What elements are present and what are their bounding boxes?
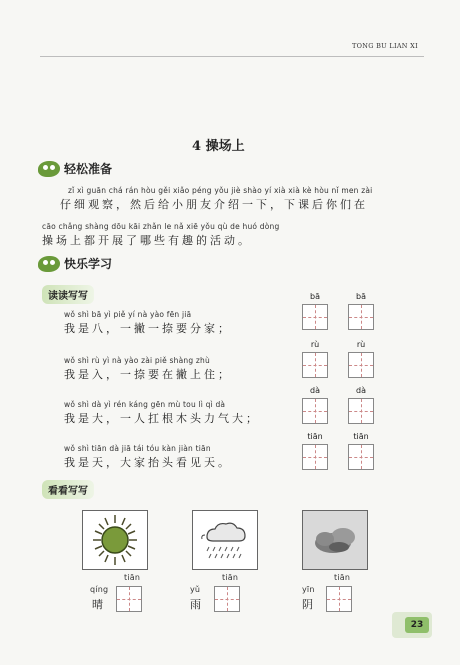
writing-box[interactable] [116, 586, 142, 612]
series-header: TONG BU LIAN XI [352, 42, 418, 50]
prep-pinyin-2: cāo chǎng shàng dōu kāi zhǎn le nǎ xiē yǒu qù de huó dòng [42, 222, 280, 231]
read-write-heading: 读读写写 [42, 285, 94, 304]
box-pinyin: rù [356, 340, 366, 349]
box-pinyin: rù [310, 340, 320, 349]
weather-char: 晴 [92, 598, 103, 611]
prep-hanzi-1: 仔细观察，然后给小朋友介绍一下，下课后你们在 [60, 198, 368, 211]
char-pinyin: qíng [90, 585, 109, 594]
prep-pinyin-1: zǐ xì guān chá rán hòu gěi xiǎo péng yǒu jiè shào yí xià xià kè hòu nǐ men zài [68, 186, 373, 195]
writing-box[interactable] [348, 304, 374, 330]
writing-box[interactable] [302, 398, 328, 424]
box-pinyin: bā [356, 292, 366, 301]
prep-hanzi-2: 操场上都开展了哪些有趣的活动。 [42, 234, 252, 247]
weather-char: 阴 [302, 598, 313, 611]
box-pinyin: bā [310, 292, 320, 301]
box-pinyin: tiān [353, 432, 369, 441]
sun-picture [82, 510, 148, 570]
prep-heading-label: 轻松准备 [64, 162, 113, 176]
page-number: 23 [405, 617, 429, 633]
look-write-heading: 看看写写 [42, 480, 94, 499]
study-heading-label: 快乐学习 [64, 257, 113, 271]
box-pinyin: tiān [307, 432, 323, 441]
box-pinyin: dà [356, 386, 366, 395]
writing-box[interactable] [302, 304, 328, 330]
study-heading [38, 255, 112, 272]
char-pinyin: yǔ [190, 585, 201, 594]
rain-picture [192, 510, 258, 570]
box-pinyin: tiān [334, 573, 351, 582]
writing-box[interactable] [348, 444, 374, 470]
box-pinyin: tiān [124, 573, 141, 582]
header-rule [40, 56, 424, 57]
prep-heading [38, 160, 112, 177]
sun-icon [83, 511, 147, 569]
writing-box[interactable] [348, 352, 374, 378]
overcast-picture [302, 510, 368, 570]
box-pinyin: tiān [222, 573, 239, 582]
weather-char: 雨 [190, 598, 201, 611]
dark-cloud-icon [303, 511, 367, 569]
rain-cloud-icon [193, 511, 257, 569]
writing-box[interactable] [214, 586, 240, 612]
char-pinyin: yīn [302, 585, 315, 594]
sentence-4-pinyin: wǒ shì tiān dà jiā tái tóu kàn jiàn tiān [64, 444, 211, 453]
mascot-icon [38, 161, 60, 177]
sentence-1-hanzi: 我是八，一撇一捺要分家； [64, 322, 232, 335]
writing-box[interactable] [326, 586, 352, 612]
mascot-icon [38, 256, 60, 272]
sentence-3-hanzi: 我是大，一人扛根木头力气大； [64, 412, 260, 425]
writing-box[interactable] [302, 352, 328, 378]
sentence-2-pinyin: wǒ shì rù yì nà yào zài piě shàng zhù [64, 356, 210, 365]
sentence-3-pinyin: wǒ shì dà yì rén káng gēn mù tou lì qì dà [64, 400, 226, 409]
writing-box[interactable] [348, 398, 374, 424]
writing-box[interactable] [302, 444, 328, 470]
sentence-4-hanzi: 我是天，大家抬头看见天。 [64, 456, 232, 469]
lesson-title: 4 操场上 [192, 139, 245, 154]
sentence-1-pinyin: wǒ shì bā yì piě yí nà yào fēn jiā [64, 310, 192, 319]
box-pinyin: dà [310, 386, 320, 395]
sentence-2-hanzi: 我是入，一捺要在撇上住； [64, 368, 232, 381]
